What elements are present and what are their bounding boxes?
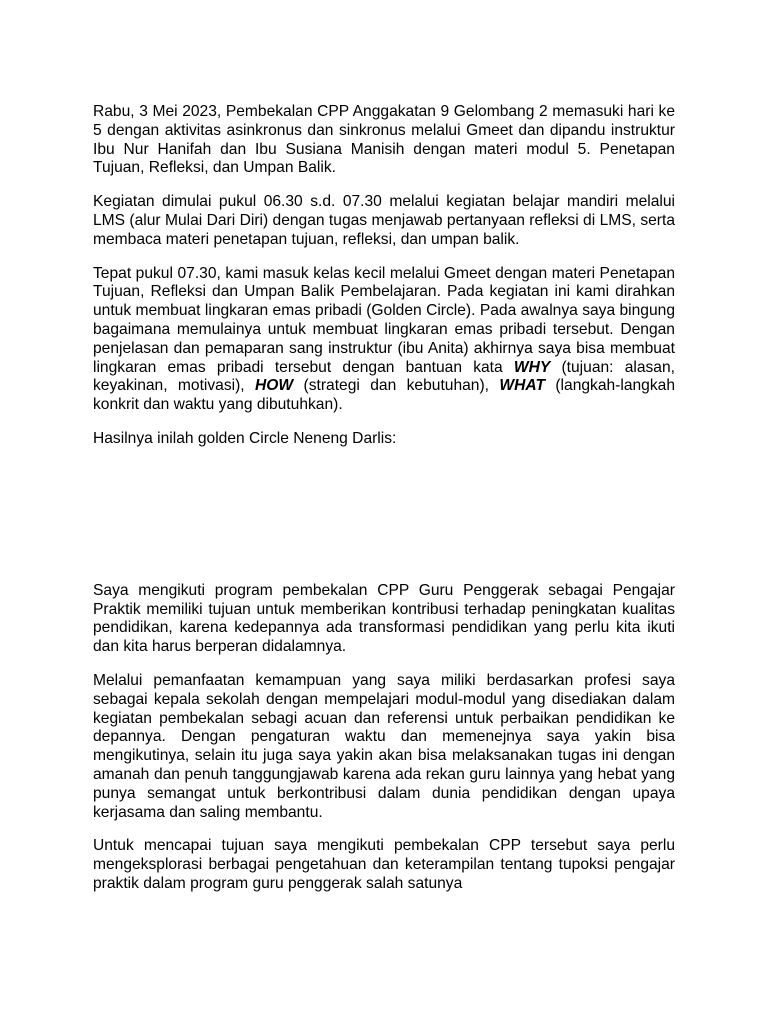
image-caption: Hasilnya inilah golden Circle Neneng Darlis: [93, 429, 397, 447]
keyword-what: WHAT [499, 377, 545, 395]
paragraph-text: (strategi dan kebutuhan), [293, 377, 500, 395]
paragraph-text: (tujuan: alasan, keyakinan, motivasi), [93, 358, 675, 395]
paragraph-text: Tepat pukul 07.30, kami masuk kelas kecil melalui Gmeet dengan materi Penetapan Tujuan, Refleksi dan Umpan Balik Pembelajaran. Pada kegiatan ini kami dirahkan untuk membuat lingkaran emas pribadi (Golden Circle). Pada awalnya saya bingung bagaimana memulainya untuk membuat lingkaran emas pribadi tersebut. Dengan penjelasan dan pemaparan sang instruktur (ibu Anita) akhirnya saya bisa membuat lingkaran emas pribadi tersebut dengan bantuan kata [93, 264, 675, 376]
paragraph-goal: Saya mengikuti program pembekalan CPP Guru Penggerak sebagai Pengajar Praktik memiliki tujuan untuk memberikan kontribusi terhadap peningkatan kualitas pendidikan, karena kedepannya ada transformasi pendidikan yang perlu kita ikuti dan kita harus berperan didalamnya. [93, 581, 675, 656]
keyword-why: WHY [513, 358, 551, 376]
paragraph-achieve: Untuk mencapai tujuan saya mengikuti pembekalan CPP tersebut saya perlu mengeksplorasi berbagai pengetahuan dan keterampilan tentang tupoksi pengajar praktik dalam program guru penggerak salah satunya [93, 837, 675, 892]
paragraph-intro: Rabu, 3 Mei 2023, Pembekalan CPP Anggakatan 9 Gelombang 2 memasuki hari ke 5 dengan aktivitas asinkronus dan sinkronus melalui Gmeet dan dipandu instruktur Ibu Nur Hanifah dan Ibu Susiana Manisih dengan materi modul 5. Penetapan Tujuan, Refleksi, dan Umpan Balik. [93, 103, 675, 177]
paragraph-golden-circle [93, 265, 675, 415]
keyword-how: HOW [255, 377, 294, 395]
paragraph-ability: Melalui pemanfaatan kemampuan yang saya miliki berdasarkan profesi saya sebagai kepala sekolah dengan mempelajari modul-modul yang disediakan dalam kegiatan pembekalan sebagi acuan dan referensi untuk perbaikan pendidikan ke depannya. Dengan pengaturan waktu dan memenejnya saya yakin bisa mengikutinya, selain itu juga saya yakin akan bisa melaksanakan tugas ini dengan amanah dan penuh tanggungjawab karena ada rekan guru lainnya yang hebat yang punya semangat untuk berkontribusi dalam dunia pendidikan dengan upaya kerjasama dan saling membantu. [93, 671, 675, 821]
document-page [93, 103, 675, 909]
paragraph-text: (langkah-langkah konkrit dan waktu yang dibutuhkan). [93, 377, 675, 414]
image-placeholder [93, 464, 675, 582]
paragraph-activity-start: Kegiatan dimulai pukul 06.30 s.d. 07.30 melalui kegiatan belajar mandiri melalui LMS (alur Mulai Dari Diri) dengan tugas menjawab pertanyaan refleksi di LMS, serta membaca materi penetapan tujuan, refleksi, dan umpan balik. [93, 193, 675, 248]
